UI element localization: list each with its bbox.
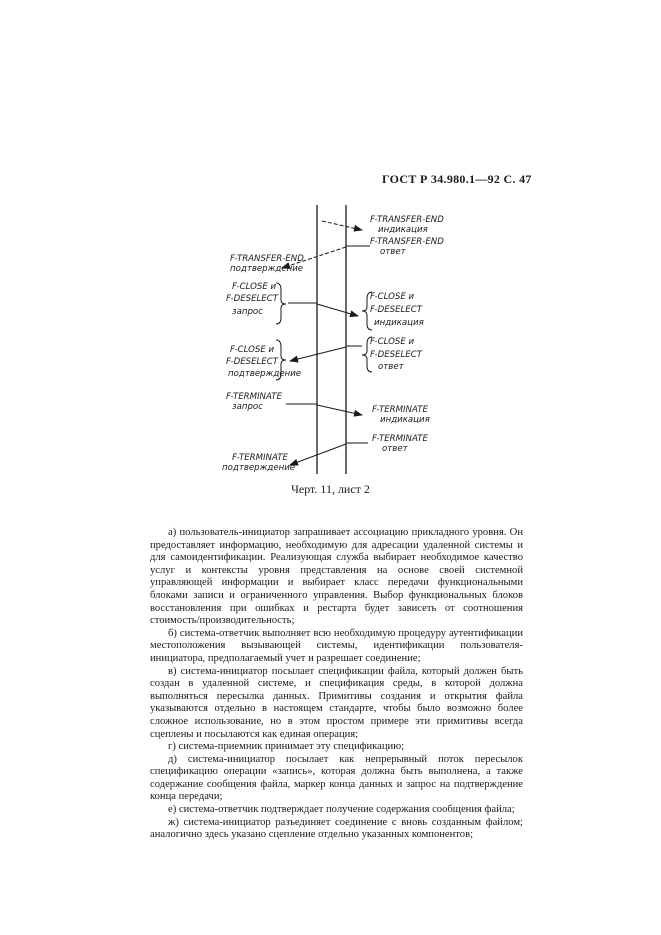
label-close-req-3: запрос <box>232 307 263 317</box>
label-transfer-end-ind-1: F-TRANSFER-END <box>370 215 444 225</box>
label-close-conf-1: F-CLOSE и <box>230 345 275 355</box>
paragraph-d: д) система-инициатор посылает как непрерывный поток пересылок спецификацию операции «запись», которая должна быть выполнена, а также содержание сообщения файла, маркер конца данных и запрос на подтверждение конца передачи; <box>150 753 523 803</box>
label-terminate-resp-2: ответ <box>382 444 408 454</box>
label-terminate-conf-1: F-TERMINATE <box>232 453 288 463</box>
body-text <box>150 527 523 842</box>
paragraph-zh: ж) система-инициатор разъединяет соединение с вновь созданным файлом; аналогично здесь указано сцепление отдельно указанных компонентов; <box>150 816 523 841</box>
label-close-conf-3: подтверждение <box>228 369 302 379</box>
arrow-terminate-response-diag <box>290 444 346 465</box>
label-close-req-2: F-DESELECT <box>226 294 278 304</box>
arrow-terminate-request-diag <box>317 405 362 415</box>
page-header: ГОСТ Р 34.980.1—92 С. 47 <box>382 172 532 186</box>
arrow-close-response-diag <box>290 347 346 361</box>
label-close-resp-3: ответ <box>378 362 404 372</box>
label-terminate-resp-1: F-TERMINATE <box>372 434 428 444</box>
arrow-transfer-end-indication <box>322 221 362 230</box>
label-transfer-end-resp-1: F-TRANSFER-END <box>370 237 444 247</box>
label-terminate-ind-2: индикация <box>380 415 430 425</box>
label-terminate-conf-2: подтверждение <box>222 463 296 473</box>
label-terminate-ind-1: F-TERMINATE <box>372 405 428 415</box>
figure-caption: Черт. 11, лист 2 <box>291 482 370 496</box>
label-transfer-end-conf-1: F-TRANSFER-END <box>230 254 304 264</box>
label-close-resp-1: F-CLOSE и <box>370 337 415 347</box>
label-close-ind-3: индикация <box>374 318 424 328</box>
paragraph-g: г) система-приемник принимает эту спецификацию; <box>168 741 405 753</box>
label-transfer-end-resp-2: ответ <box>380 247 406 257</box>
arrow-close-request-diag <box>317 304 358 316</box>
label-close-resp-2: F-DESELECT <box>370 350 422 360</box>
label-close-req-1: F-CLOSE и <box>232 282 277 292</box>
label-transfer-end-ind-2: индикация <box>378 225 428 235</box>
paragraph-b: б) система-ответчик выполняет всю необходимую процедуру аутентификации местоположения вызывающей системы, идентификации пользователя-инициатора, предполагаемый учет и разрешает соединение; <box>150 627 523 664</box>
label-transfer-end-conf-2: подтверждение <box>230 264 304 274</box>
label-close-ind-1: F-CLOSE и <box>370 292 415 302</box>
paragraph-v: в) система-инициатор посылает спецификации файла, который должен быть создан в удаленной системе, и спецификация среды, в которой должна выполняться пересылка данных. Примитивы создания и открытия файла указываются отдельно в настоящем стандарте, чтобы было возможно более сложное использование, но в этом простом примере эти примитивы всегда сцеплены и посылаются как единая операция; <box>150 665 523 740</box>
label-terminate-req-2: запрос <box>232 402 263 412</box>
label-close-ind-2: F-DESELECT <box>370 305 422 315</box>
paragraph-a: а) пользователь-инициатор запрашивает ассоциацию прикладного уровня. Он предоставляет информацию, необходимую для адресации удаленной системы и для самоидентификации. Реализующая служба выбирает необходимое качество услуг и контексты уровня представления на основе своей системной управляющей информации и выбирает класс передачи функциональными блоками записи и ограниченного управления. Выбор функциональных блоков восстановления при ошибках и рестарта будет зависеть от соотношения стоимость/производительность; <box>150 527 523 627</box>
paragraph-e: е) система-ответчик подтверждает получение содержания сообщения файла; <box>168 804 515 816</box>
label-close-conf-2: F-DESELECT <box>226 357 278 367</box>
label-terminate-req-1: F-TERMINATE <box>226 392 282 402</box>
